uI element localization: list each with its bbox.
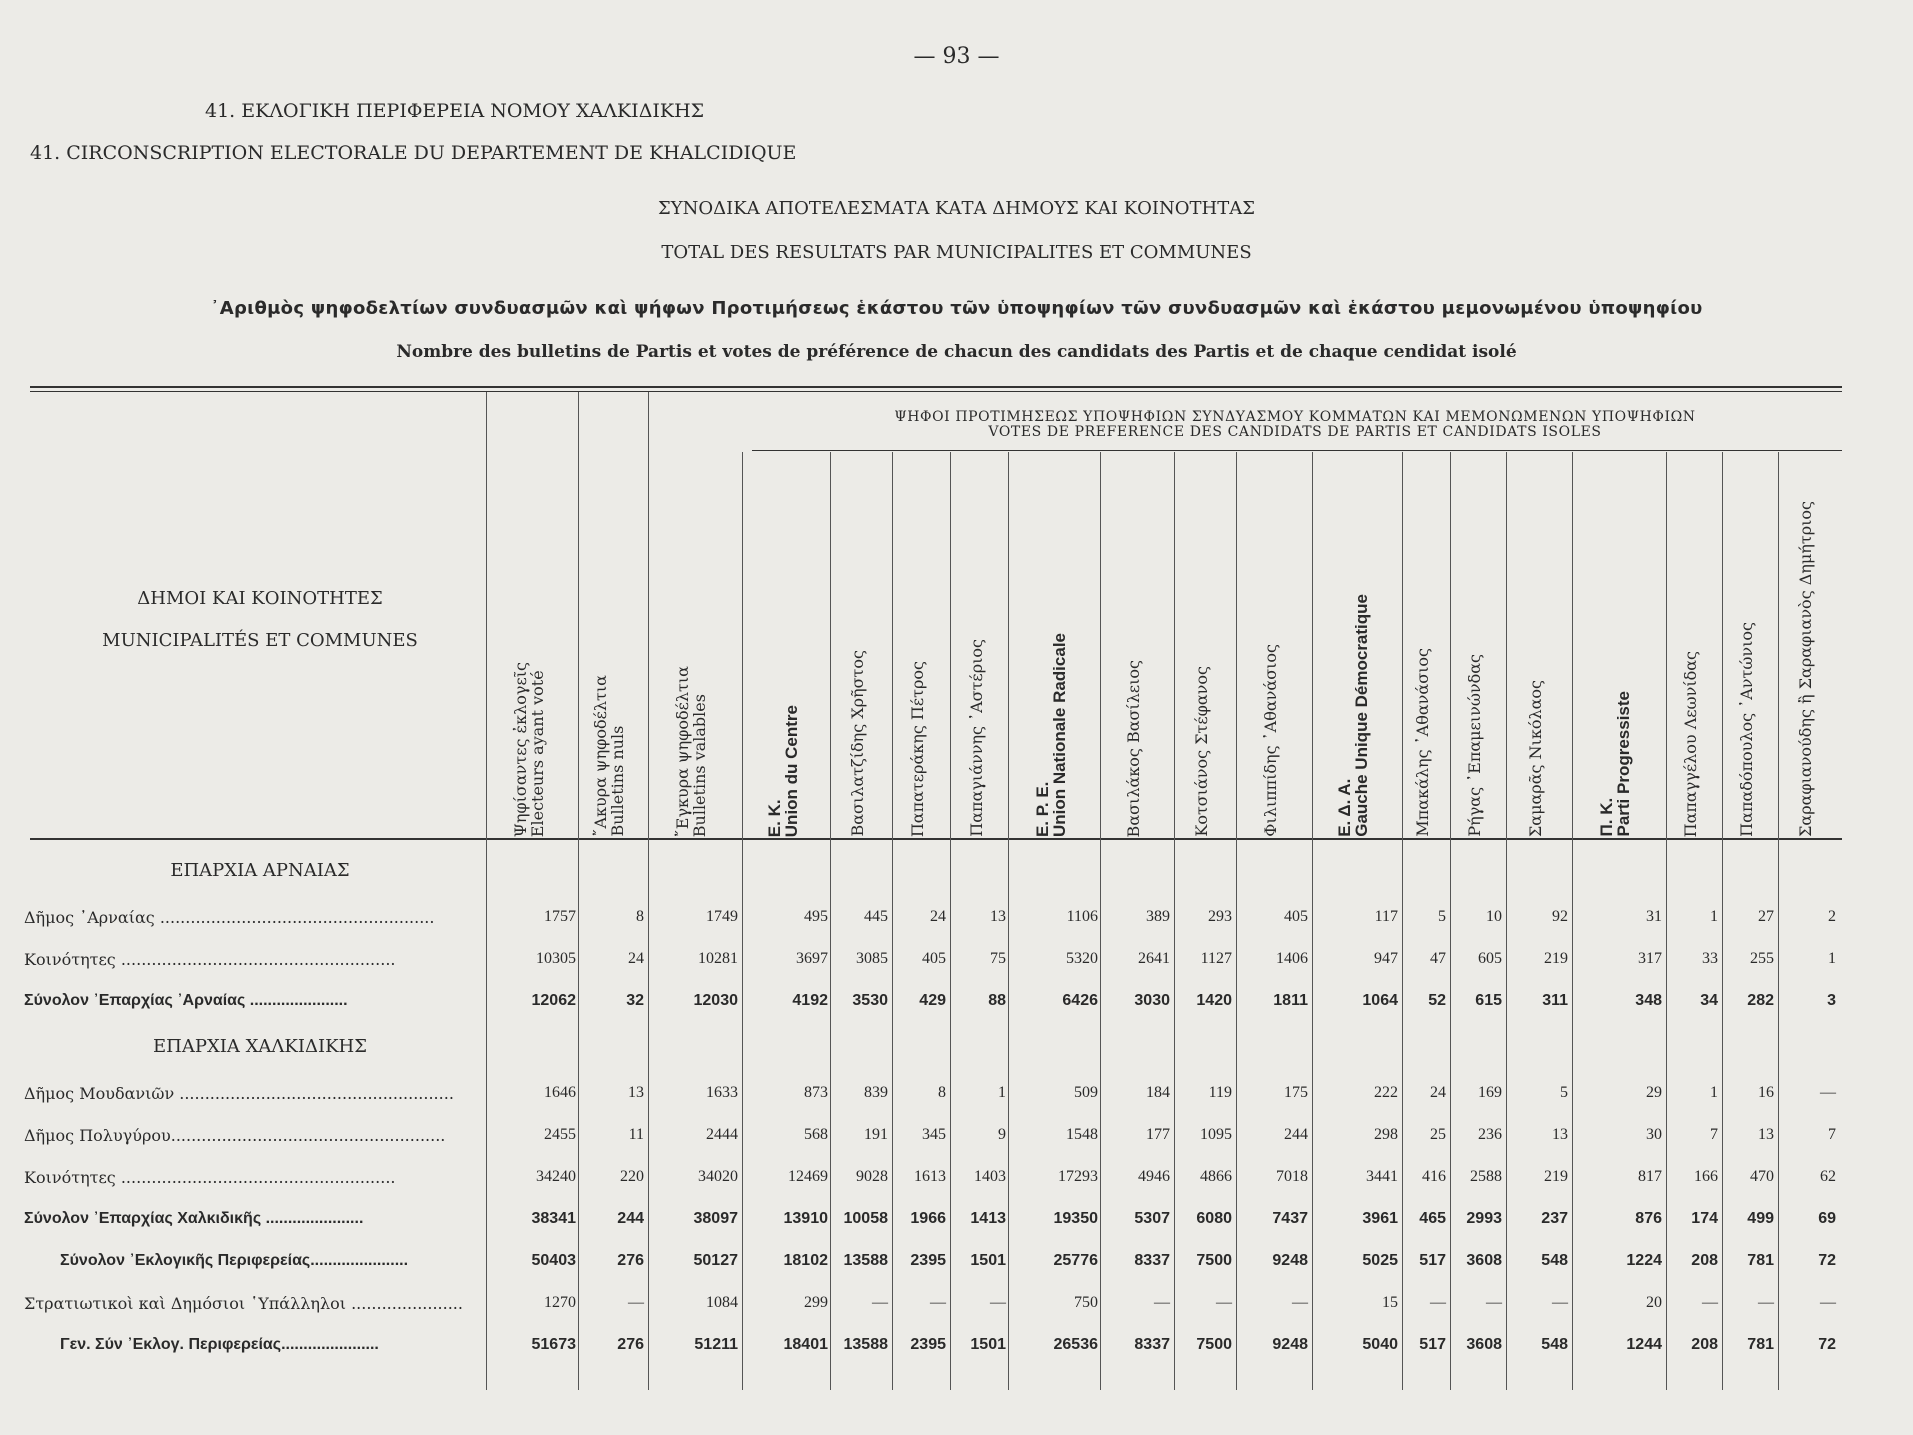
table-cell: 13588 bbox=[843, 1252, 888, 1269]
stub-header-french: MUNICIPALITÉS ET COMMUNES bbox=[102, 630, 418, 651]
table-cell: 2444 bbox=[706, 1126, 738, 1143]
table-cell: 50403 bbox=[531, 1252, 576, 1269]
column-header-line1: Βασιλατζίδης Χρῆστος bbox=[848, 650, 867, 837]
table-cell: 19350 bbox=[1053, 1210, 1098, 1227]
table-cell: 750 bbox=[1074, 1294, 1098, 1311]
table-cell: 5040 bbox=[1362, 1336, 1398, 1353]
table-cell: 7500 bbox=[1196, 1336, 1232, 1353]
table-cell: 839 bbox=[864, 1084, 888, 1101]
row-label: Δῆμος Πολυγύρου...................................................... bbox=[24, 1126, 446, 1145]
table-cell: 445 bbox=[864, 908, 888, 925]
table-cell: 2993 bbox=[1466, 1210, 1502, 1227]
column-header bbox=[1527, 680, 1544, 837]
column-header-line1: Π. Κ. bbox=[1597, 798, 1616, 837]
table-cell: 208 bbox=[1691, 1336, 1718, 1353]
table-cell: 236 bbox=[1478, 1126, 1502, 1143]
table-cell: 1403 bbox=[974, 1168, 1006, 1185]
table-cell: — bbox=[1154, 1294, 1170, 1311]
table-cell: 1420 bbox=[1196, 992, 1232, 1009]
table-cell: 175 bbox=[1284, 1084, 1308, 1101]
column-header-line2: Bulletins nuls bbox=[608, 726, 627, 837]
table-cell: 8337 bbox=[1134, 1252, 1170, 1269]
table-cell: 20 bbox=[1646, 1294, 1662, 1311]
column-divider bbox=[1666, 452, 1667, 1390]
column-header bbox=[1414, 648, 1431, 837]
caption-greek: ᾿Αριθμὸς ψηφοδελτίων συνδυασμῶν καὶ ψήφων Προτιμήσεως ἑκάστου τῶν ὑποψηφίων τῶν συνδυασμῶν καὶ ἑκάστου μεμονωμένου ὑποψηφίου bbox=[210, 298, 1703, 319]
table-cell: 3530 bbox=[852, 992, 888, 1009]
table-cell: 416 bbox=[1422, 1168, 1446, 1185]
table-cell: 38341 bbox=[531, 1210, 576, 1227]
table-cell: 25 bbox=[1430, 1126, 1446, 1143]
column-header bbox=[849, 650, 866, 837]
column-header bbox=[674, 666, 708, 837]
table-cell: 499 bbox=[1747, 1210, 1774, 1227]
column-divider bbox=[1402, 452, 1403, 1390]
table-cell: 947 bbox=[1374, 950, 1398, 967]
table-cell: 5025 bbox=[1362, 1252, 1398, 1269]
column-divider bbox=[486, 392, 487, 1390]
table-cell: — bbox=[1430, 1294, 1446, 1311]
table-cell: 72 bbox=[1818, 1252, 1836, 1269]
table-cell: 8337 bbox=[1134, 1336, 1170, 1353]
table-cell: — bbox=[1292, 1294, 1308, 1311]
row-label: Κοινότητες ...................................................... bbox=[24, 1168, 396, 1187]
table-cell: 177 bbox=[1146, 1126, 1170, 1143]
column-divider bbox=[950, 452, 951, 1390]
table-cell: 470 bbox=[1750, 1168, 1774, 1185]
table-cell: 119 bbox=[1208, 1084, 1232, 1101]
table-cell: — bbox=[930, 1294, 946, 1311]
row-label: Γεν. Σύν ᾿Εκλογ. Περιφερείας...................... bbox=[60, 1336, 379, 1353]
table-cell: 72 bbox=[1818, 1336, 1836, 1353]
table-cell: 348 bbox=[1635, 992, 1662, 1009]
title-greek: 41. ΕΚΛΟΓΙΚΗ ΠΕΡΙΦΕΡΕΙΑ ΝΟΜΟΥ ΧΑΛΚΙΔΙΚΗΣ bbox=[205, 100, 705, 122]
section-heading: ΕΠΑΡΧΙΑ ΑΡΝΑΙΑΣ bbox=[170, 860, 350, 881]
table-cell: 17293 bbox=[1058, 1168, 1098, 1185]
table-cell: 9248 bbox=[1272, 1252, 1308, 1269]
table-cell: 191 bbox=[864, 1126, 888, 1143]
table-cell: 3 bbox=[1827, 992, 1836, 1009]
column-header-line1: Σαμαρᾶς Νικόλαος bbox=[1526, 679, 1545, 837]
table-cell: 1548 bbox=[1066, 1126, 1098, 1143]
table-cell: 208 bbox=[1691, 1252, 1718, 1269]
table-cell: 47 bbox=[1430, 950, 1446, 967]
row-label: Κοινότητες ...................................................... bbox=[24, 950, 396, 969]
table-cell: 1749 bbox=[706, 908, 738, 925]
table-cell: 33 bbox=[1702, 950, 1718, 967]
column-header bbox=[1738, 622, 1755, 837]
table-cell: 18401 bbox=[783, 1336, 828, 1353]
table-cell: — bbox=[872, 1294, 888, 1311]
table-cell: 1501 bbox=[970, 1252, 1006, 1269]
table-cell: 6426 bbox=[1062, 992, 1098, 1009]
table-cell: 220 bbox=[620, 1168, 644, 1185]
table-cell: 31 bbox=[1646, 908, 1662, 925]
column-header bbox=[1466, 654, 1483, 837]
table-cell: 184 bbox=[1146, 1084, 1170, 1101]
table-cell: 8 bbox=[938, 1084, 946, 1101]
table-cell: 34240 bbox=[536, 1168, 576, 1185]
table-cell: 2641 bbox=[1138, 950, 1170, 967]
column-divider bbox=[648, 392, 649, 1390]
table-cell: 7 bbox=[1710, 1126, 1718, 1143]
table-cell: 345 bbox=[922, 1126, 946, 1143]
column-header-line1: Ε. Δ. Α. bbox=[1335, 778, 1354, 837]
title-french: 41. CIRCONSCRIPTION ELECTORALE DU DEPARTEMENT DE KHALCIDIQUE bbox=[30, 142, 797, 164]
table-cell: 6080 bbox=[1196, 1210, 1232, 1227]
table-cell: 27 bbox=[1758, 908, 1774, 925]
table-cell: 222 bbox=[1374, 1084, 1398, 1101]
table-cell: 1095 bbox=[1200, 1126, 1232, 1143]
column-header bbox=[968, 639, 985, 837]
table-cell: 1646 bbox=[544, 1084, 576, 1101]
table-cell: 10058 bbox=[843, 1210, 888, 1227]
table-cell: — bbox=[1216, 1294, 1232, 1311]
row-label: Σύνολον ᾿Επαρχίας ᾿Αρναίας ...................... bbox=[24, 992, 348, 1009]
table-cell: 9 bbox=[998, 1126, 1006, 1143]
column-header bbox=[1598, 691, 1632, 837]
column-divider bbox=[1100, 452, 1101, 1390]
column-header bbox=[1262, 644, 1279, 837]
column-header bbox=[1797, 501, 1814, 837]
column-divider bbox=[1008, 452, 1009, 1390]
column-header-line1: Βασιλάκος Βασίλειος bbox=[1124, 659, 1143, 837]
table-cell: 13 bbox=[990, 908, 1006, 925]
table-cell: 237 bbox=[1541, 1210, 1568, 1227]
table-cell: 30 bbox=[1646, 1126, 1662, 1143]
table-cell: 92 bbox=[1552, 908, 1568, 925]
table-cell: 3608 bbox=[1466, 1336, 1502, 1353]
column-header-line1: Φιλιππίδης ᾿Αθανάσιος bbox=[1261, 644, 1280, 837]
table-top-rule-2 bbox=[30, 391, 1842, 392]
table-cell: 1127 bbox=[1200, 950, 1232, 967]
table-cell: 1406 bbox=[1276, 950, 1308, 967]
row-label: Δῆμος Μουδανιῶν ...................................................... bbox=[24, 1084, 454, 1103]
table-cell: 276 bbox=[617, 1252, 644, 1269]
column-divider bbox=[1572, 452, 1573, 1390]
table-cell: 3961 bbox=[1362, 1210, 1398, 1227]
table-cell: 509 bbox=[1074, 1084, 1098, 1101]
table-cell: 244 bbox=[1284, 1126, 1308, 1143]
table-cell: 7437 bbox=[1272, 1210, 1308, 1227]
table-cell: — bbox=[990, 1294, 1006, 1311]
table-cell: 1 bbox=[1710, 908, 1718, 925]
column-divider bbox=[1778, 452, 1779, 1390]
table-cell: 1413 bbox=[970, 1210, 1006, 1227]
column-header-line1: ῎Ακυρα ψηφοδέλτια bbox=[591, 675, 610, 837]
column-header-line2: Union Nationale Radicale bbox=[1050, 632, 1069, 837]
table-cell: 1 bbox=[1710, 1084, 1718, 1101]
table-cell: 2395 bbox=[910, 1336, 946, 1353]
table-cell: 568 bbox=[804, 1126, 828, 1143]
table-cell: 548 bbox=[1541, 1336, 1568, 1353]
table-cell: 18102 bbox=[783, 1252, 828, 1269]
table-cell: 29 bbox=[1646, 1084, 1662, 1101]
table-cell: 24 bbox=[930, 908, 946, 925]
table-cell: 219 bbox=[1544, 1168, 1568, 1185]
table-cell: 311 bbox=[1542, 992, 1568, 1009]
table-cell: 1084 bbox=[706, 1294, 738, 1311]
column-header bbox=[1125, 660, 1142, 837]
table-cell: 13 bbox=[1758, 1126, 1774, 1143]
column-header-line2: Electeurs ayant voté bbox=[528, 670, 547, 837]
table-cell: 405 bbox=[922, 950, 946, 967]
section-heading: ΕΠΑΡΧΙΑ ΧΑΛΚΙΔΙΚΗΣ bbox=[153, 1036, 367, 1057]
table-cell: 2 bbox=[1828, 908, 1836, 925]
table-cell: 244 bbox=[617, 1210, 644, 1227]
table-top-rule bbox=[30, 386, 1842, 388]
table-cell: 11 bbox=[628, 1126, 644, 1143]
table-cell: 7018 bbox=[1276, 1168, 1308, 1185]
table-cell: 26536 bbox=[1053, 1336, 1098, 1353]
table-cell: 1106 bbox=[1066, 908, 1098, 925]
table-cell: — bbox=[628, 1294, 644, 1311]
subtitle-french: TOTAL DES RESULTATS PAR MUNICIPALITES ET COMMUNES bbox=[661, 242, 1252, 263]
table-cell: — bbox=[1758, 1294, 1774, 1311]
column-header bbox=[909, 661, 926, 837]
table-cell: 298 bbox=[1374, 1126, 1398, 1143]
row-label: Στρατιωτικοὶ καὶ Δημόσιοι ῾Υπάλληλοι ...................... bbox=[24, 1294, 463, 1313]
table-cell: 117 bbox=[1374, 908, 1398, 925]
column-header-line2: Union du Centre bbox=[782, 704, 801, 837]
page-number: — 93 — bbox=[913, 44, 1000, 69]
table-cell: 429 bbox=[919, 992, 946, 1009]
table-cell: 3697 bbox=[796, 950, 828, 967]
table-cell: 15 bbox=[1382, 1294, 1398, 1311]
table-cell: 38097 bbox=[693, 1210, 738, 1227]
table-cell: 873 bbox=[804, 1084, 828, 1101]
table-cell: 13 bbox=[1552, 1126, 1568, 1143]
column-header-line1: ῎Εγκυρα ψηφοδέλτια bbox=[673, 665, 692, 837]
table-cell: 4946 bbox=[1138, 1168, 1170, 1185]
column-header-line1: Σαραφιανούδης ἢ Σαραφιανὸς Δημήτριος bbox=[1796, 501, 1815, 837]
table-cell: 817 bbox=[1638, 1168, 1662, 1185]
preference-votes-header-greek: ΨΗΦΟΙ ΠΡΟΤΙΜΗΣΕΩΣ ΥΠΟΨΗΦΙΩΝ ΣΥΝΔΥΑΣΜΟΥ ΚΟΜΜΑΤΩΝ ΚΑΙ ΜΕΜΟΝΩΜΕΝΩΝ ΥΠΟΨΗΦΙΩΝ bbox=[894, 409, 1696, 425]
table-cell: 9028 bbox=[856, 1168, 888, 1185]
column-divider bbox=[830, 452, 831, 1390]
table-cell: 1 bbox=[998, 1084, 1006, 1101]
table-cell: 12469 bbox=[788, 1168, 828, 1185]
column-header bbox=[766, 705, 800, 837]
table-cell: 75 bbox=[990, 950, 1006, 967]
table-cell: 548 bbox=[1541, 1252, 1568, 1269]
table-cell: 69 bbox=[1818, 1210, 1836, 1227]
table-cell: 1757 bbox=[544, 908, 576, 925]
table-cell: 5 bbox=[1438, 908, 1446, 925]
table-cell: 13 bbox=[628, 1084, 644, 1101]
column-header-line1: Ψηφίσαντες ἐκλογεῖς bbox=[511, 661, 530, 837]
column-header-line1: Ε. Ρ. Ε. bbox=[1033, 781, 1052, 837]
table-cell: 615 bbox=[1475, 992, 1502, 1009]
table-cell: 52 bbox=[1428, 992, 1446, 1009]
table-cell: — bbox=[1702, 1294, 1718, 1311]
preference-votes-header bbox=[750, 410, 1840, 440]
table-cell: 10 bbox=[1486, 908, 1502, 925]
table-cell: 4866 bbox=[1200, 1168, 1232, 1185]
column-header-line2: Gauche Unique Démocratique bbox=[1352, 594, 1371, 837]
column-divider bbox=[892, 452, 893, 1390]
table-cell: — bbox=[1552, 1294, 1568, 1311]
table-cell: 34 bbox=[1700, 992, 1718, 1009]
table-cell: 8 bbox=[636, 908, 644, 925]
column-header-line1: Κοτσιάνος Στέφανος bbox=[1192, 666, 1211, 837]
table-cell: 517 bbox=[1419, 1336, 1446, 1353]
table-cell: 389 bbox=[1146, 908, 1170, 925]
caption-french: Nombre des bulletins de Partis et votes de préférence de chacun des candidats des Partis et de chaque cendidat isolé bbox=[396, 342, 1517, 362]
table-cell: 1064 bbox=[1362, 992, 1398, 1009]
row-label: Δῆμος ᾿Αρναίας ...................................................... bbox=[24, 908, 435, 927]
table-cell: 16 bbox=[1758, 1084, 1774, 1101]
table-cell: 10281 bbox=[698, 950, 738, 967]
table-cell: 255 bbox=[1750, 950, 1774, 967]
table-cell: 13588 bbox=[843, 1336, 888, 1353]
table-cell: 405 bbox=[1284, 908, 1308, 925]
table-cell: 25776 bbox=[1053, 1252, 1098, 1269]
column-header bbox=[592, 675, 626, 837]
table-cell: 5 bbox=[1560, 1084, 1568, 1101]
table-cell: 2455 bbox=[544, 1126, 576, 1143]
column-divider bbox=[1174, 452, 1175, 1390]
table-cell: 1613 bbox=[914, 1168, 946, 1185]
table-cell: 605 bbox=[1478, 950, 1502, 967]
column-header-line1: Παπαγγέλου Λεωνίδας bbox=[1681, 650, 1700, 837]
column-header bbox=[1193, 666, 1210, 837]
column-header-line1: Μπακάλης ᾿Αθανάσιος bbox=[1413, 648, 1432, 837]
table-cell: 166 bbox=[1694, 1168, 1718, 1185]
table-cell: 1244 bbox=[1626, 1336, 1662, 1353]
table-cell: 3085 bbox=[856, 950, 888, 967]
row-label: Σύνολον ᾿Επαρχίας Χαλκιδικῆς ...................... bbox=[24, 1210, 364, 1227]
table-cell: — bbox=[1486, 1294, 1502, 1311]
column-header-line2: Parti Progressiste bbox=[1614, 691, 1633, 837]
table-cell: 10305 bbox=[536, 950, 576, 967]
column-header-line1: Παπαδόπουλος ᾿Αντώνιος bbox=[1737, 622, 1756, 837]
table-cell: 781 bbox=[1747, 1252, 1774, 1269]
table-cell: 1633 bbox=[706, 1084, 738, 1101]
table-cell: 4192 bbox=[792, 992, 828, 1009]
column-divider bbox=[1450, 452, 1451, 1390]
table-cell: 3030 bbox=[1134, 992, 1170, 1009]
table-cell: 12030 bbox=[693, 992, 738, 1009]
table-cell: 2395 bbox=[910, 1252, 946, 1269]
table-cell: 1 bbox=[1828, 950, 1836, 967]
table-cell: 317 bbox=[1638, 950, 1662, 967]
table-cell: 32 bbox=[626, 992, 644, 1009]
table-cell: 876 bbox=[1635, 1210, 1662, 1227]
table-cell: 88 bbox=[988, 992, 1006, 1009]
column-divider bbox=[742, 452, 743, 1390]
table-cell: — bbox=[1820, 1294, 1836, 1311]
table-cell: 9248 bbox=[1272, 1336, 1308, 1353]
column-divider bbox=[578, 392, 579, 1390]
table-cell: 1501 bbox=[970, 1336, 1006, 1353]
table-cell: 1270 bbox=[544, 1294, 576, 1311]
row-label: Σύνολον ᾿Εκλογικῆς Περιφερείας...................... bbox=[60, 1252, 409, 1269]
table-cell: 12062 bbox=[531, 992, 576, 1009]
table-cell: 34020 bbox=[698, 1168, 738, 1185]
table-cell: 5320 bbox=[1066, 950, 1098, 967]
table-cell: 3608 bbox=[1466, 1252, 1502, 1269]
column-divider bbox=[1312, 452, 1313, 1390]
table-cell: 299 bbox=[804, 1294, 828, 1311]
table-cell: 1224 bbox=[1626, 1252, 1662, 1269]
table-cell: 1966 bbox=[910, 1210, 946, 1227]
column-divider bbox=[1506, 452, 1507, 1390]
column-header bbox=[1336, 594, 1370, 837]
table-cell: 13910 bbox=[783, 1210, 828, 1227]
table-cell: 2588 bbox=[1470, 1168, 1502, 1185]
table-cell: 51673 bbox=[531, 1336, 576, 1353]
column-divider bbox=[1236, 452, 1237, 1390]
column-header-line1: Παπαγιάννης ᾿Αστέριος bbox=[967, 639, 986, 837]
column-header bbox=[512, 662, 546, 837]
table-cell: 7 bbox=[1828, 1126, 1836, 1143]
table-cell: 24 bbox=[1430, 1084, 1446, 1101]
column-header-line2: Bulletins valables bbox=[690, 693, 709, 837]
preference-votes-header-french: VOTES DE PREFERENCE DES CANDIDATS DE PARTIS ET CANDIDATS ISOLES bbox=[988, 424, 1602, 440]
stub-header bbox=[40, 578, 480, 662]
table-cell: 169 bbox=[1478, 1084, 1502, 1101]
table-cell: 174 bbox=[1691, 1210, 1718, 1227]
table-cell: 781 bbox=[1747, 1336, 1774, 1353]
table-cell: 50127 bbox=[693, 1252, 738, 1269]
header-bottom-rule bbox=[30, 838, 1842, 840]
preference-header-rule bbox=[752, 450, 1842, 451]
table-cell: 5307 bbox=[1134, 1210, 1170, 1227]
table-cell: 24 bbox=[628, 950, 644, 967]
column-header-line1: Ε. Κ. bbox=[765, 799, 784, 837]
table-cell: 465 bbox=[1419, 1210, 1446, 1227]
column-divider bbox=[1722, 452, 1723, 1390]
column-header bbox=[1034, 633, 1068, 837]
column-header-line1: Παπατεράκης Πέτρος bbox=[908, 660, 927, 837]
table-cell: 1811 bbox=[1273, 992, 1308, 1009]
table-cell: 276 bbox=[617, 1336, 644, 1353]
stub-header-greek: ΔΗΜΟΙ ΚΑΙ ΚΟΙΝΟΤΗΤΕΣ bbox=[137, 588, 383, 609]
column-header-line1: Ρήγας ᾿Επαμεινώνδας bbox=[1465, 654, 1484, 837]
table-cell: 7500 bbox=[1196, 1252, 1232, 1269]
table-cell: 495 bbox=[804, 908, 828, 925]
table-cell: 3441 bbox=[1366, 1168, 1398, 1185]
column-header bbox=[1682, 651, 1699, 837]
table-cell: — bbox=[1820, 1084, 1836, 1101]
table-cell: 517 bbox=[1419, 1252, 1446, 1269]
table-cell: 51211 bbox=[694, 1336, 738, 1353]
table-cell: 219 bbox=[1544, 950, 1568, 967]
table-cell: 293 bbox=[1208, 908, 1232, 925]
table-cell: 282 bbox=[1747, 992, 1774, 1009]
table-cell: 62 bbox=[1820, 1168, 1836, 1185]
subtitle-greek: ΣΥΝΟΔΙΚΑ ΑΠΟΤΕΛΕΣΜΑΤΑ ΚΑΤΑ ΔΗΜΟΥΣ ΚΑΙ ΚΟΙΝΟΤΗΤΑΣ bbox=[658, 198, 1255, 219]
